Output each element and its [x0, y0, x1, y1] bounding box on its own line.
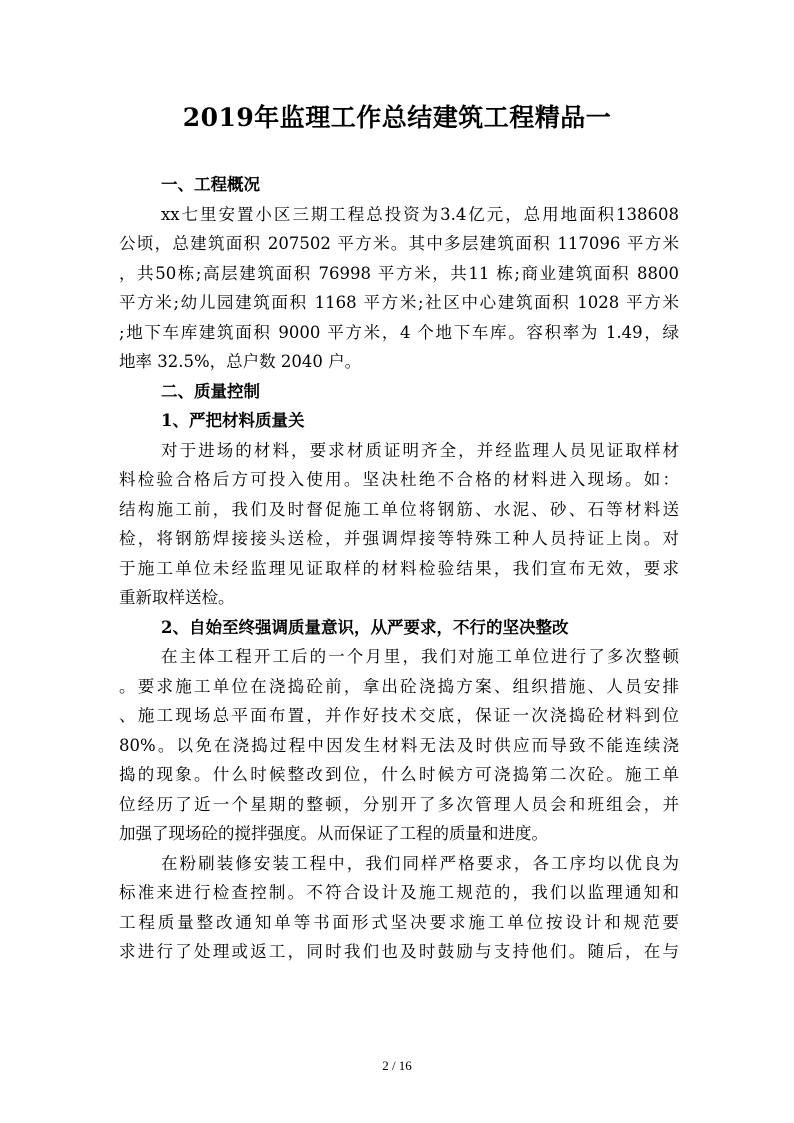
paragraph-line: 标准来进行检查控制。不符合设计及施工规范的，我们以监理通知和	[119, 883, 679, 902]
paragraph-line: 在主体工程开工后的一个月里，我们对施工单位进行了多次整顿	[161, 647, 679, 666]
paragraph-line: 。要求施工单位在浇捣砼前，拿出砼浇捣方案、组织措施、人员安排	[119, 676, 679, 696]
paragraph-line: 地率 32.5%，总户数 2040 户。	[119, 352, 362, 371]
document-title: 2019年监理工作总结建筑工程精品一	[182, 103, 612, 132]
paragraph-line: 料检验合格后方可投入使用。坚决杜绝不合格的材料进入现场。如：	[119, 470, 679, 489]
paragraph-line: 位经历了近一个星期的整顿，分别开了多次管理人员会和班组会，并	[119, 794, 679, 814]
paragraph-line: 求进行了处理或返工，同时我们也及时鼓励与支持他们。随后，在与	[119, 942, 679, 961]
paragraph-line: 加强了现场砼的搅拌强度。从而保证了工程的质量和进度。	[119, 824, 548, 843]
section-heading-overview: 一、工程概况	[161, 175, 260, 194]
paragraph-line: 结构施工前，我们及时督促施工单位将钢筋、水泥、砂、石等材料送	[119, 499, 679, 519]
subsection-heading-quality-awareness: 2、自始至终强调质量意识，从严要求，不行的坚决整改	[161, 617, 569, 637]
paragraph-line: xx七里安置小区三期工程总投资为3.4亿元，总用地面积138608	[161, 204, 679, 224]
subsection-heading-materials: 1、严把材料质量关	[161, 411, 305, 430]
paragraph-line: 、施工现场总平面布置，并作好技术交底，保证一次浇捣砼材料到位	[119, 706, 679, 725]
page-number: 2 / 16	[382, 1058, 412, 1073]
paragraph-line: 工程质量整改通知单等书面形式坚决要求施工单位按设计和规范要	[119, 912, 679, 932]
paragraph-line: ;地下车库建筑面积 9000 平方米，4 个地下车库。容积率为 1.49，绿	[119, 322, 679, 342]
paragraph-line: 80%。以免在浇捣过程中因发生材料无法及时供应而导致不能连续浇	[119, 735, 679, 755]
paragraph-line: 重新取样送检。	[119, 588, 235, 607]
document-body	[119, 170, 679, 967]
paragraph-line: ，共50栋;高层建筑面积 76998 平方米，共11 栋;商业建筑面积 8800	[119, 263, 679, 283]
paragraph-line: 在粉刷装修安装工程中，我们同样严格要求，各工序均以优良为	[161, 853, 679, 873]
paragraph-line: 于施工单位未经监理见证取样的材料检验结果，我们宣布无效，要求	[119, 558, 679, 578]
paragraph-line: 平方米;幼儿园建筑面积 1168 平方米;社区中心建筑面积 1028 平方米	[119, 293, 679, 312]
paragraph-line: 检，将钢筋焊接接头送检，并强调焊接等特殊工种人员持证上岗。对	[119, 529, 679, 548]
paragraph-line: 对于进场的材料，要求材质证明齐全，并经监理人员见证取样材	[161, 440, 679, 460]
section-heading-quality: 二、质量控制	[161, 381, 260, 401]
paragraph-line: 捣的现象。什么时候整改到位，什么时候方可浇捣第二次砼。施工单	[119, 765, 679, 784]
paragraph-line: 公顷，总建筑面积 207502 平方米。其中多层建筑面积 117096 平方米	[119, 234, 679, 253]
